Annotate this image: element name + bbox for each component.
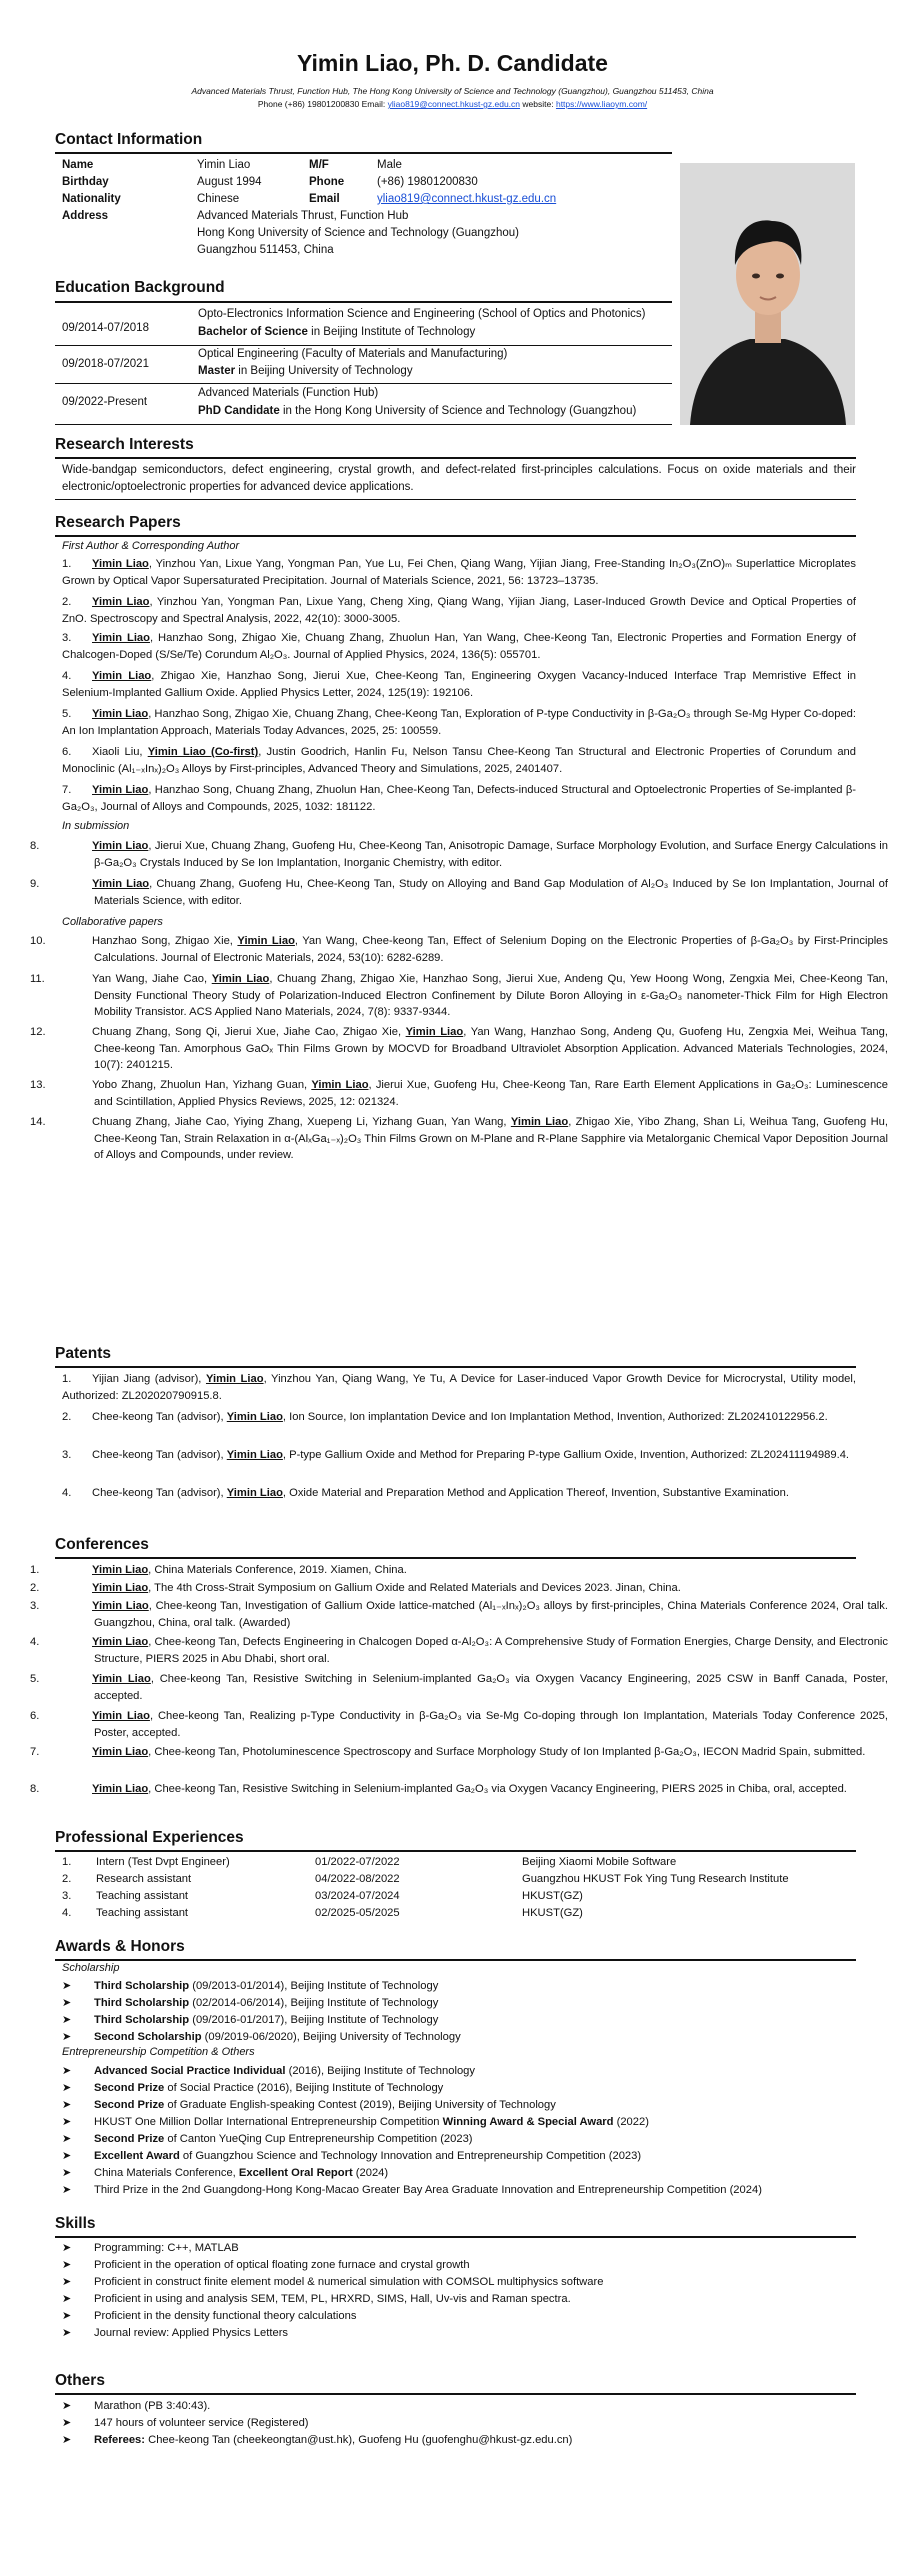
- value-nationality: Chinese: [197, 193, 240, 205]
- award-item: [62, 2131, 856, 2148]
- award-detail: HKUST One Million Dollar International Entrepreneurship Competition: [94, 2116, 443, 2128]
- conference-citation: , The 4th Cross-Strait Symposium on Gallium Oxide and Related Materials and Devices 2023. Jinan, China.: [148, 1582, 681, 1594]
- author-self: Yimin Liao: [92, 1710, 150, 1722]
- item-number: 11.: [30, 973, 45, 985]
- conference-citation: , Chee-keong Tan, Defects Engineering in Chalcogen Doped α-Al₂O₃: A Comprehensive Study of Formation Energies, Charge Density, and Electronic Structure, PIERS 2025 in Abu Dhabi, short oral.: [94, 1636, 888, 1665]
- author-self: Yimin Liao: [92, 558, 149, 570]
- paper-item: [62, 744, 856, 777]
- award-name-2: Winning Award & Special Award: [442, 2116, 614, 2128]
- paper-citation: , Chuang Zhang, Guofeng Hu, Chee-Keong Tan, Study on Alloying and Band Gap Modulation of Al₂O₃ Induced by Se Ion Implantation, Journal of Materials Science, with editor.: [94, 878, 888, 907]
- exp-org: HKUST(GZ): [522, 1890, 583, 1902]
- profile-photo: [680, 163, 855, 425]
- author-self: Yimin Liao: [92, 840, 149, 852]
- paper-item: [30, 1114, 888, 1164]
- arrow-bullet-icon: ➤: [62, 1997, 72, 2009]
- edu-degree-1: [198, 326, 475, 338]
- authors-pre: Chuang Zhang, Jiahe Cao, Yiying Zhang, Xuepeng Li, Yizhang Guan, Yan Wang,: [92, 1116, 511, 1128]
- arrow-bullet-icon: ➤: [62, 2167, 72, 2179]
- skill-item: [62, 2257, 856, 2274]
- authors-pre: Chee-keong Tan (advisor),: [92, 1487, 227, 1499]
- label-address: Address: [62, 210, 109, 222]
- conference-item: [30, 1781, 888, 1798]
- conference-citation: , Chee-keong Tan, Realizing p-Type Conductivity in β-Ga₂O₃ via Se-Mg Co-doping through Ion Implantation, Materials Today Conference 2025, Poster, accepted.: [94, 1710, 888, 1739]
- author-self: Yimin Liao: [92, 1673, 151, 1685]
- skill-item: [62, 2240, 856, 2257]
- author-self: Yimin Liao: [205, 1373, 264, 1385]
- arrow-bullet-icon: ➤: [62, 2310, 72, 2322]
- author-self: Yimin Liao: [211, 973, 270, 985]
- edu-dates-2: 09/2018-07/2021: [62, 358, 149, 370]
- item-number: 4.: [62, 1487, 72, 1499]
- author-self: Yimin Liao: [92, 1582, 149, 1594]
- conference-item: [30, 1634, 888, 1667]
- award-item: [62, 2063, 856, 2080]
- award-detail: Third Prize in the 2nd Guangdong-Hong Kong-Macao Greater Bay Area Graduate Innovation and Entrepreneurship Competition (2024): [94, 2184, 762, 2196]
- author-self: Yimin Liao: [92, 878, 150, 890]
- exp-org: Guangzhou HKUST Fok Ying Tung Research Institute: [522, 1873, 789, 1885]
- award-name: Second Prize: [94, 2082, 165, 2094]
- section-heading-contact: Contact Information: [55, 131, 203, 148]
- item-number: 1.: [30, 1564, 40, 1576]
- item-number: 7.: [30, 1746, 40, 1758]
- paper-citation: , Justin Goodrich, Hanlin Fu, Nelson Tansu Chee-Keong Tan Structural and Electronic Properties of Corundum and Monoclinic (Al₁₋ₓInₓ)₂O₃ Alloys by First-principles, Advanced Theory and Simulations, 2025, 2401407.: [62, 746, 857, 775]
- website-link[interactable]: https://www.liaoym.com/: [555, 99, 648, 109]
- paper-citation: , Zhigao Xie, Hanzhao Song, Jierui Xue, Chee-Keong Tan, Engineering Oxygen Vacancy-Induced Interface Trap Memristive Effect in Selenium-Implanted Gallium Oxide. Applied Physics Letter, 2024, 125(19): 192106.: [62, 670, 857, 699]
- arrow-bullet-icon: ➤: [62, 2184, 72, 2196]
- section-heading-awards: Awards & Honors: [55, 1938, 185, 1955]
- arrow-bullet-icon: ➤: [62, 2014, 72, 2026]
- conference-citation: , Chee-keong Tan, Resistive Switching in Selenium-implanted Ga₂O₃ via Oxygen Vacancy Engineering, PIERS 2025 in Chiba, oral, accepted.: [148, 1783, 847, 1795]
- arrow-bullet-icon: ➤: [62, 2242, 72, 2254]
- item-number: 14.: [30, 1116, 46, 1128]
- edu-program-2: Optical Engineering (Faculty of Materials and Manufacturing): [198, 348, 508, 360]
- authors-pre: Hanzhao Song, Zhigao Xie,: [92, 935, 238, 947]
- paper-citation: , Yan Wang, Chee-keong Tan, Effect of Selenium Doping on the Electronic Properties of β-Ga₂O₃ by First-Principles Calculations. Journal of Electronic Materials, 2024, 53(10): 6282-6289.: [94, 935, 888, 964]
- awards-group-scholarship: Scholarship: [62, 1962, 120, 1974]
- exp-role: Teaching assistant: [96, 1890, 189, 1902]
- author-self: Yimin Liao: [92, 596, 150, 608]
- award-item: [62, 2148, 856, 2165]
- award-item: [62, 2097, 856, 2114]
- label-nationality: Nationality: [62, 193, 121, 205]
- item-number: 6.: [30, 1710, 40, 1722]
- patent-item: [62, 1485, 856, 1502]
- arrow-bullet-icon: ➤: [62, 1980, 72, 1992]
- author-self: Yimin Liao: [92, 1783, 149, 1795]
- label-phone: Phone: [309, 176, 345, 188]
- author-self: Yimin Liao: [92, 1564, 149, 1576]
- section-heading-others: Others: [55, 2372, 105, 2389]
- author-self: Yimin Liao: [226, 1487, 283, 1499]
- exp-org: HKUST(GZ): [522, 1907, 583, 1919]
- conference-citation: , Chee-keong Tan, Resistive Switching in Selenium-implanted Ga₂O₃ via Oxygen Vacancy Engineering, 2025 CSW in Banff Canada, Poster, accepted.: [94, 1673, 888, 1702]
- item-number: 3.: [62, 1449, 72, 1461]
- interests-text: Wide-bandgap semiconductors, defect engineering, crystal growth, and defect-related first-principles calculations. Focus on oxide materials and their electronic/optoelectronic properties for advanced device applications.: [62, 464, 856, 493]
- section-rule: [55, 535, 856, 537]
- paper-citation: , Hanzhao Song, Zhigao Xie, Chuang Zhang, Chee-Keong Tan, Exploration of P-type Conductivity in β-Ga₂O₃ through Se-Mg Hyper Co-doped: An Ion Implantation Approach, Materials Today Advances, 2025, 25: 100559.: [62, 708, 856, 737]
- others-item-referees: [62, 2432, 856, 2449]
- section-rule: [55, 152, 672, 154]
- award-item: [62, 2165, 856, 2182]
- section-heading-experience: Professional Experiences: [55, 1829, 244, 1846]
- exp-org: Beijing Xiaomi Mobile Software: [522, 1856, 677, 1868]
- author-self: Yimin Liao: [237, 935, 295, 947]
- exp-dates: 01/2022-07/2022: [315, 1856, 400, 1868]
- authors-pre: Yijian Jiang (advisor),: [92, 1373, 206, 1385]
- value-birthday: August 1994: [197, 176, 262, 188]
- conference-citation: , China Materials Conference, 2019. Xiamen, China.: [148, 1564, 407, 1576]
- paper-item: [30, 838, 888, 871]
- author-self: Yimin Liao: [510, 1116, 569, 1128]
- arrow-bullet-icon: ➤: [62, 2276, 72, 2288]
- patent-citation: , Oxide Material and Preparation Method and Application Thereof, Invention, Substantive Examination.: [282, 1487, 789, 1499]
- award-detail-2: (2024): [352, 2167, 389, 2179]
- awards-group-entrepreneurship: Entrepreneurship Competition & Others: [62, 2046, 255, 2058]
- patent-citation: , Yinzhou Yan, Qiang Wang, Ye Tu, A Device for Laser-induced Vapor Growth Device for Microcrystal, Utility model, Authorized: ZL202020790915.8.: [62, 1373, 856, 1402]
- email-link[interactable]: yliao819@connect.hkust-gz.edu.cn: [387, 99, 521, 109]
- section-heading-education: Education Background: [55, 279, 225, 296]
- exp-num: 3.: [62, 1890, 72, 1902]
- papers-group-collaborative: Collaborative papers: [62, 916, 163, 928]
- paper-citation: , Zhigao Xie, Yibo Zhang, Shan Li, Weihua Tang, Guofeng Hu, Chee-Keong Tan, Strain Relaxation in α-(AlₓGa₁₋ₓ)₂O₃ Thin Films Grown on M-Plane and R-Plane Sapphire via Metalorganic Chemical Vapor Deposition Journal of Alloys and Compounds, under review.: [94, 1116, 888, 1161]
- item-number: 4.: [62, 670, 72, 682]
- item-number: 8.: [30, 1783, 40, 1795]
- edu-divider: [55, 424, 672, 425]
- item-number: 10.: [30, 935, 46, 947]
- paper-citation: , Hanzhao Song, Chuang Zhang, Zhuolun Han, Chee-Keong Tan, Defects-induced Structural and Optoelectronic Properties of Se-implanted β-Ga₂O₃, Journal of Alloys and Compounds, 2025, 1032: 181122.: [62, 784, 856, 813]
- paper-item: [62, 594, 856, 627]
- exp-num: 2.: [62, 1873, 72, 1885]
- author-self: Yimin Liao: [92, 1746, 149, 1758]
- award-item: [62, 1995, 856, 2012]
- author-self: Yimin Liao: [92, 670, 152, 682]
- award-detail: (09/2016-01/2017), Beijing Institute of Technology: [189, 2014, 439, 2026]
- paper-citation: , Chuang Zhang, Zhigao Xie, Hanzhao Song, Jierui Xue, Andeng Qu, Yew Hoong Wong, Zengxia Mei, Chee-Keong Tan, Density Functional Theory Study of Polarization-Induced Electron Confinement by Dilute Boron Alloying in ε-Ga₂O₃ nanometer-Thick Film for High Electron Mobility Transistor. ACS Applied Nano Materials, 2024, 7(8): 9337-9344.: [94, 973, 888, 1018]
- value-address-3: Guangzhou 511453, China: [197, 244, 334, 256]
- skill-text: Proficient in construct finite element model & numerical simulation with COMSOL multiphysics software: [94, 2276, 604, 2288]
- skill-text: Journal review: Applied Physics Letters: [94, 2327, 289, 2339]
- award-item: [62, 2114, 856, 2131]
- conference-citation: , Chee-keong Tan, Investigation of Gallium Oxide lattice-matched (Al₁₋ₓInₓ)₂O₃ alloys by first-principles, China Materials Conference 2024, Oral talk. Guangzhou, China, oral talk. (Awarded): [94, 1600, 888, 1629]
- paper-item: [30, 876, 888, 909]
- affiliation-line: Advanced Materials Thrust, Function Hub, The Hong Kong University of Science and Technology (Guangzhou), Guangzhou 511453, China: [191, 86, 714, 96]
- paper-item: [62, 630, 856, 663]
- papers-group-first-author: First Author & Corresponding Author: [62, 540, 240, 552]
- paper-item: [30, 933, 888, 966]
- award-item: [62, 1978, 856, 1995]
- page-title: Yimin Liao, Ph. D. Candidate: [297, 50, 608, 76]
- patent-item: [62, 1447, 856, 1464]
- papers-group-submission: In submission: [62, 820, 130, 832]
- contact-line: [0, 99, 905, 109]
- section-rule: [55, 1850, 856, 1852]
- item-number: 9.: [30, 878, 40, 890]
- award-name-2: Excellent Oral Report: [238, 2167, 353, 2179]
- author-self: Yimin Liao: [226, 1449, 283, 1461]
- skill-item: [62, 2274, 856, 2291]
- arrow-bullet-icon: ➤: [62, 2133, 72, 2145]
- edu-divider: [55, 345, 672, 346]
- item-number: 12.: [30, 1026, 46, 1038]
- item-number: 5.: [62, 708, 72, 720]
- award-name: Advanced Social Practice Individual: [94, 2065, 286, 2077]
- value-name: Yimin Liao: [197, 159, 251, 171]
- others-item: [62, 2415, 856, 2432]
- item-number: 1.: [62, 1373, 72, 1385]
- paper-item: [62, 556, 856, 589]
- skill-text: Proficient in the operation of optical floating zone furnace and crystal growth: [94, 2259, 470, 2271]
- section-rule-bottom: [55, 499, 856, 500]
- section-rule: [55, 1959, 856, 1961]
- value-email-link[interactable]: yliao819@connect.hkust-gz.edu.cn: [377, 193, 557, 205]
- author-self: Yimin Liao: [92, 708, 149, 720]
- award-name: Second Scholarship: [94, 2031, 202, 2043]
- award-name: Third Scholarship: [94, 1997, 190, 2009]
- conference-item: [30, 1598, 888, 1631]
- arrow-bullet-icon: ➤: [62, 2082, 72, 2094]
- item-number: 6.: [62, 746, 72, 758]
- award-name: Third Scholarship: [94, 2014, 190, 2026]
- edu-degree-3: [198, 405, 636, 417]
- paper-citation: , Yinzhou Yan, Yongman Pan, Lixue Yang, Cheng Xing, Qiang Wang, Yijian Jiang, Laser-Induced Growth Device and Optical Properties of ZnO. Spectroscopy and Spectral Analysis, 2022, 42(10): 3000-3005.: [62, 596, 856, 625]
- authors-pre: Chee-keong Tan (advisor),: [92, 1411, 227, 1423]
- paper-item: [62, 668, 856, 701]
- award-detail: (09/2013-01/2014), Beijing Institute of Technology: [189, 1980, 439, 1992]
- award-detail: of Graduate English-speaking Contest (2019), Beijing University of Technology: [164, 2099, 556, 2111]
- others-item: [62, 2398, 856, 2415]
- skill-item: [62, 2291, 856, 2308]
- arrow-bullet-icon: ➤: [62, 2259, 72, 2271]
- award-item: [62, 2012, 856, 2029]
- arrow-bullet-icon: ➤: [62, 2293, 72, 2305]
- arrow-bullet-icon: ➤: [62, 2099, 72, 2111]
- paper-item: [30, 971, 888, 1021]
- paper-item: [30, 1077, 888, 1110]
- conference-item: [30, 1562, 888, 1579]
- authors-pre: Chuang Zhang, Song Qi, Jierui Xue, Jiahe Cao, Zhigao Xie,: [92, 1026, 406, 1038]
- award-item: [62, 2029, 856, 2046]
- section-rule: [55, 457, 856, 459]
- conference-citation: , Chee-keong Tan, Photoluminescence Spectroscopy and Surface Morphology Study of Ion Implanted β-Ga₂O₃, IECON Madrid Spain, submitted.: [148, 1746, 866, 1758]
- others-text: Marathon (PB 3:40:43).: [94, 2400, 211, 2412]
- item-number: 2.: [62, 596, 72, 608]
- edu-dates-3: 09/2022-Present: [62, 396, 148, 408]
- author-self: Yimin Liao: [92, 1600, 149, 1612]
- website-label: website:: [522, 99, 554, 109]
- section-heading-skills: Skills: [55, 2215, 96, 2232]
- label-email: Email: [309, 193, 340, 205]
- award-item: [62, 2182, 856, 2199]
- phone-line: Phone (+86) 19801200830 Email:: [257, 99, 386, 109]
- award-detail: China Materials Conference,: [94, 2167, 239, 2179]
- exp-dates: 02/2025-05/2025: [315, 1907, 400, 1919]
- skill-text: Programming: C++, MATLAB: [94, 2242, 239, 2254]
- patent-citation: , P-type Gallium Oxide and Method for Preparing P-type Gallium Oxide, Invention, Authorized: ZL202411194989.4.: [282, 1449, 850, 1461]
- patent-item: [62, 1409, 856, 1426]
- skill-text: Proficient in the density functional theory calculations: [94, 2310, 357, 2322]
- edu-school-1: in Beijing Institute of Technology: [307, 326, 476, 338]
- edu-school-2: in Beijing University of Technology: [235, 365, 413, 377]
- award-name: Second Prize: [94, 2133, 165, 2145]
- referees-label: Referees:: [94, 2434, 145, 2446]
- item-number: 5.: [30, 1673, 40, 1685]
- conference-item: [30, 1708, 888, 1741]
- edu-degree-name-1: Bachelor of Science: [198, 326, 308, 338]
- value-address-2: Hong Kong University of Science and Technology (Guangzhou): [197, 227, 519, 239]
- author-self: Yimin Liao: [92, 784, 149, 796]
- item-number: 2.: [30, 1582, 40, 1594]
- arrow-bullet-icon: ➤: [62, 2417, 72, 2429]
- author-self: Yimin Liao: [92, 1636, 149, 1648]
- item-number: 2.: [62, 1411, 72, 1423]
- arrow-bullet-icon: ➤: [62, 2400, 72, 2412]
- arrow-bullet-icon: ➤: [62, 2065, 72, 2077]
- skill-text: Proficient in using and analysis SEM, TEM, PL, HRXRD, SIMS, Hall, Uv-vis and Raman spectra.: [94, 2293, 571, 2305]
- label-birthday: Birthday: [62, 176, 109, 188]
- authors-pre: Xiaoli Liu,: [92, 746, 148, 758]
- award-detail: of Guangzhou Science and Technology Innovation and Entrepreneurship Competition (2023): [179, 2150, 642, 2162]
- award-detail: of Canton YueQing Cup Entrepreneurship Competition (2023): [164, 2133, 473, 2145]
- paper-citation: , Hanzhao Song, Zhigao Xie, Chuang Zhang, Zhuolun Han, Yan Wang, Chee-Keong Tan, Electronic Properties and Formation Energy of Chalcogen-Doped (S/Se/Te) Corundum Al₂O₃. Journal of Applied Physics, 2024, 136(5): 055701.: [62, 632, 856, 661]
- others-text: 147 hours of volunteer service (Registered): [94, 2417, 309, 2429]
- arrow-bullet-icon: ➤: [62, 2150, 72, 2162]
- conference-item: [30, 1671, 888, 1704]
- award-detail: (2016), Beijing Institute of Technology: [285, 2065, 475, 2077]
- arrow-bullet-icon: ➤: [62, 2116, 72, 2128]
- item-number: 1.: [62, 558, 72, 570]
- label-mf: M/F: [309, 159, 329, 171]
- edu-school-3: in the Hong Kong University of Science and Technology (Guangzhou): [279, 405, 637, 417]
- arrow-bullet-icon: ➤: [62, 2434, 72, 2446]
- referees-text: Chee-keong Tan (cheekeongtan@ust.hk), Guofeng Hu (guofenghu@hkust-gz.edu.cn): [145, 2434, 573, 2446]
- edu-program-3: Advanced Materials (Function Hub): [198, 387, 379, 399]
- exp-num: 4.: [62, 1907, 72, 1919]
- exp-role: Research assistant: [96, 1873, 192, 1885]
- exp-role: Teaching assistant: [96, 1907, 189, 1919]
- edu-divider: [55, 383, 672, 384]
- arrow-bullet-icon: ➤: [62, 2031, 72, 2043]
- section-heading-patents: Patents: [55, 1345, 111, 1362]
- author-self: Yimin Liao (Co-first): [147, 746, 259, 758]
- item-number: 4.: [30, 1636, 40, 1648]
- paper-item: [62, 706, 856, 739]
- award-detail-2: (2022): [613, 2116, 649, 2128]
- award-name: Third Scholarship: [94, 1980, 190, 1992]
- section-heading-conferences: Conferences: [55, 1536, 149, 1553]
- exp-dates: 04/2022-08/2022: [315, 1873, 400, 1885]
- award-name: Excellent Award: [94, 2150, 180, 2162]
- value-address-1: Advanced Materials Thrust, Function Hub: [197, 210, 409, 222]
- exp-role: Intern (Test Dvpt Engineer): [96, 1856, 230, 1868]
- item-number: 8.: [30, 840, 40, 852]
- person-portrait-icon: [680, 163, 855, 425]
- authors-pre: Chee-keong Tan (advisor),: [92, 1449, 227, 1461]
- authors-pre: Yobo Zhang, Zhuolun Han, Yizhang Guan,: [92, 1079, 312, 1091]
- author-self: Yimin Liao: [92, 632, 150, 644]
- award-detail: of Social Practice (2016), Beijing Institute of Technology: [164, 2082, 444, 2094]
- award-item: [62, 2080, 856, 2097]
- value-mf: Male: [377, 159, 402, 171]
- conference-item: [30, 1744, 888, 1761]
- item-number: 13.: [30, 1079, 46, 1091]
- edu-degree-name-2: Master: [198, 365, 236, 377]
- item-number: 7.: [62, 784, 72, 796]
- edu-degree-name-3: PhD Candidate: [198, 405, 280, 417]
- authors-pre: Yan Wang, Jiahe Cao,: [92, 973, 212, 985]
- paper-citation: , Yan Wang, Hanzhao Song, Andeng Qu, Guofeng Hu, Zengxia Mei, Weihua Tang, Chee-keong Tan. Amorphous GaOₓ Thin Films Grown by MOCVD for Broadband Ultraviolet Absorption Application. Advanced Materials Technologies, 2024, 10(7): 2401215.: [94, 1026, 888, 1071]
- award-detail: (09/2019-06/2020), Beijing University of Technology: [201, 2031, 461, 2043]
- skill-item: [62, 2325, 856, 2342]
- value-phone: (+86) 19801200830: [377, 176, 478, 188]
- section-heading-interests: Research Interests: [55, 436, 194, 453]
- label-name: Name: [62, 159, 94, 171]
- section-rule: [55, 301, 672, 303]
- skill-item: [62, 2308, 856, 2325]
- author-self: Yimin Liao: [311, 1079, 369, 1091]
- conference-item: [30, 1580, 888, 1597]
- exp-dates: 03/2024-07/2024: [315, 1890, 400, 1902]
- paper-item: [62, 782, 856, 815]
- exp-num: 1.: [62, 1856, 72, 1868]
- paper-item: [30, 1024, 888, 1074]
- paper-citation: , Jierui Xue, Guofeng Hu, Chee-Keong Tan, Rare Earth Element Applications in Ga₂O₃: Luminescence and Scintillation, Applied Physics Reviews, 2025, 12: 021324.: [94, 1079, 888, 1108]
- arrow-bullet-icon: ➤: [62, 2327, 72, 2339]
- paper-citation: , Jierui Xue, Chuang Zhang, Guofeng Hu, Chee-Keong Tan, Anisotropic Damage, Surface Morphology Evolution, and Surface Energy Calculations in β-Ga₂O₃ Crystals Induced by Se Ion Implantation, Inorganic Chemistry, with editor.: [94, 840, 888, 869]
- section-heading-papers: Research Papers: [55, 514, 181, 531]
- section-rule: [55, 2393, 856, 2395]
- edu-degree-2: [198, 365, 413, 377]
- item-number: 3.: [62, 632, 72, 644]
- section-rule: [55, 2236, 856, 2238]
- award-detail: (02/2014-06/2014), Beijing Institute of Technology: [189, 1997, 439, 2009]
- paper-citation: , Yinzhou Yan, Lixue Yang, Yongman Pan, Yue Lu, Fei Chen, Qiang Wang, Yijian Jiang, Free-Standing In₂O₃(ZnO)ₘ Superlattice Microplates Grown by Optical Vapor Supersaturated Precipitation. Journal of Materials Science, 2021, 56: 13723–13735.: [62, 558, 856, 587]
- section-rule: [55, 1366, 856, 1368]
- item-number: 3.: [30, 1600, 40, 1612]
- author-self: Yimin Liao: [405, 1026, 464, 1038]
- section-rule: [55, 1557, 856, 1559]
- edu-program-1: Opto-Electronics Information Science and Engineering (School of Optics and Photonics): [198, 308, 646, 320]
- author-self: Yimin Liao: [226, 1411, 283, 1423]
- patent-citation: , Ion Source, Ion implantation Device and Ion Implantation Method, Invention, Authorized: ZL202410122956.2.: [282, 1411, 828, 1423]
- award-name: Second Prize: [94, 2099, 165, 2111]
- edu-dates-1: 09/2014-07/2018: [62, 322, 149, 334]
- patent-item: [62, 1371, 856, 1404]
